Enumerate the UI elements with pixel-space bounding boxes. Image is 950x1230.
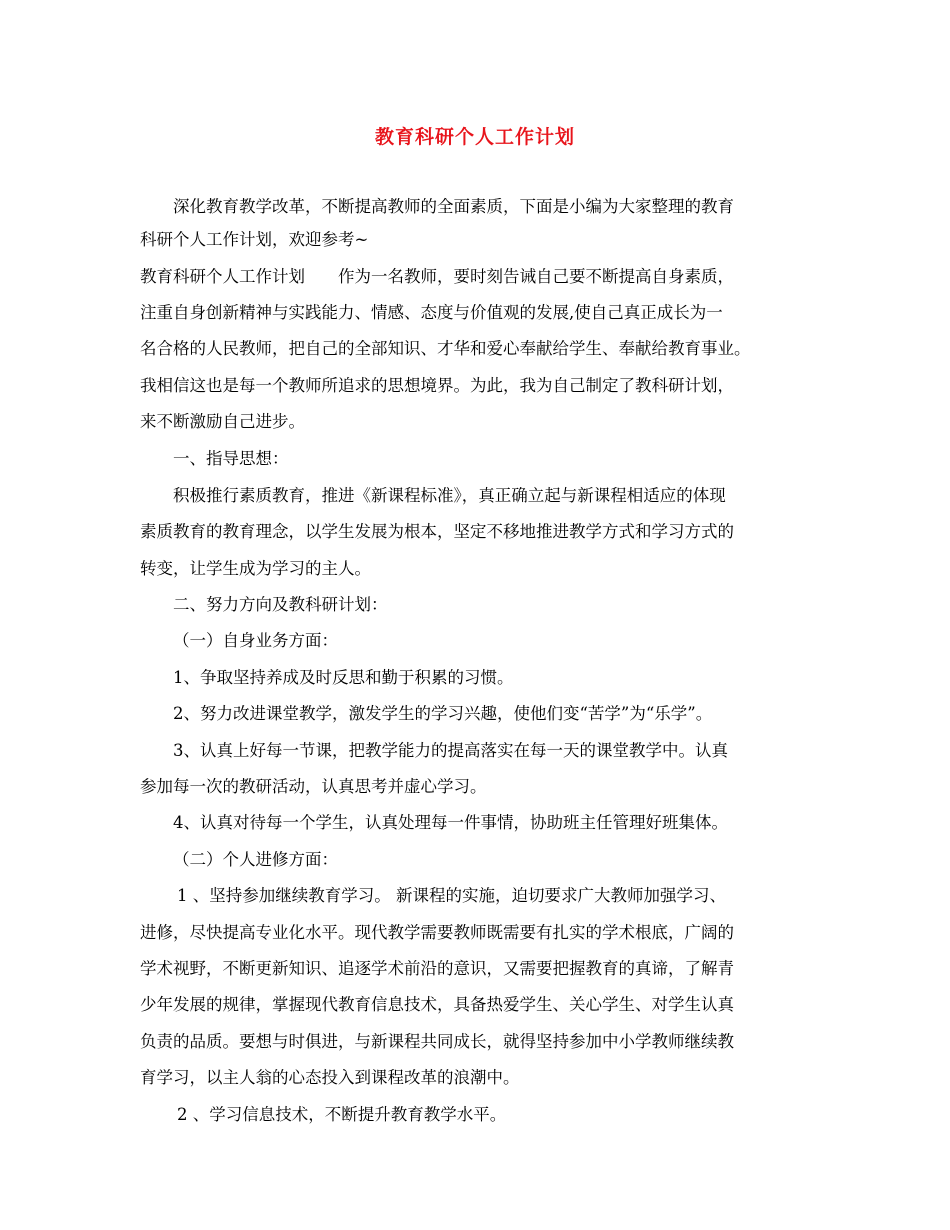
paragraph-line: 科研个人工作计划，欢迎参考~ bbox=[140, 230, 369, 249]
section-heading: 二、努力方向及教科研计划： bbox=[173, 595, 388, 614]
subsection-heading: （二）个人进修方面： bbox=[173, 850, 338, 869]
list-item: 4、认真对待每一个学生，认真处理每一件事情，协助班主任管理好班集体。 bbox=[173, 813, 728, 832]
list-item: 2 、学习信息技术，不断提升教育教学水平。 bbox=[177, 1105, 507, 1124]
list-item: 1 、坚持参加继续教育学习。 新课程的实施，迫切要求广大教师加强学习、 bbox=[177, 886, 726, 905]
paragraph-line: 少年发展的规律，掌握现代教育信息技术，具备热爱学生、关心学生、对学生认真 bbox=[140, 995, 734, 1014]
paragraph-line: 深化教育教学改革，不断提高教师的全面素质，下面是小编为大家整理的教育 bbox=[173, 197, 734, 216]
list-item: 1、争取坚持养成及时反思和勤于积累的习惯。 bbox=[173, 668, 514, 687]
list-item-continuation: 参加每一次的教研活动，认真思考并虚心学习。 bbox=[140, 777, 487, 796]
subsection-heading: （一）自身业务方面： bbox=[173, 631, 338, 650]
paragraph-line: 育学习，以主人翁的心态投入到课程改革的浪潮中。 bbox=[140, 1068, 520, 1087]
paragraph-line: 名合格的人民教师，把自己的全部知识、才华和爱心奉献给学生、奉献给教育事业。 bbox=[140, 339, 751, 358]
paragraph-line: 我相信这也是每一个教师所追求的思想境界。为此，我为自己制定了教科研计划， bbox=[140, 376, 734, 395]
paragraph-line: 教育科研个人工作计划 作为一名教师，要时刻告诫自己要不断提高自身素质， bbox=[140, 267, 734, 286]
paragraph-line: 负责的品质。要想与时俱进，与新课程共同成长，就得坚持参加中小学教师继续教 bbox=[140, 1032, 734, 1051]
paragraph-line: 转变，让学生成为学习的主人。 bbox=[140, 559, 371, 578]
paragraph-line: 学术视野，不断更新知识、追逐学术前沿的意识，又需要把握教育的真谛，了解青 bbox=[140, 959, 734, 978]
paragraph-line: 素质教育的教育理念，以学生发展为根本，坚定不移地推进教学方式和学习方式的 bbox=[140, 522, 734, 541]
document-title: 教育科研个人工作计划 bbox=[374, 126, 575, 148]
list-item: 3、认真上好每一节课，把教学能力的提高落实在每一天的课堂教学中。认真 bbox=[173, 741, 728, 760]
paragraph-line: 来不断激励自己进步。 bbox=[140, 412, 305, 431]
paragraph-line: 进修，尽快提高专业化水平。现代教学需要教师既需要有扎实的学术根底，广阔的 bbox=[140, 923, 734, 942]
section-heading: 一、指导思想： bbox=[173, 449, 289, 468]
paragraph-line: 积极推行素质教育，推进《新课程标准》，真正确立起与新课程相适应的体现 bbox=[173, 486, 726, 505]
list-item: 2、努力改进课堂教学，激发学生的学习兴趣，使他们变“苦学”为“乐学”。 bbox=[173, 704, 713, 723]
paragraph-line: 注重自身创新精神与实践能力、情感、态度与价值观的发展,使自己真正成长为一 bbox=[140, 303, 723, 322]
